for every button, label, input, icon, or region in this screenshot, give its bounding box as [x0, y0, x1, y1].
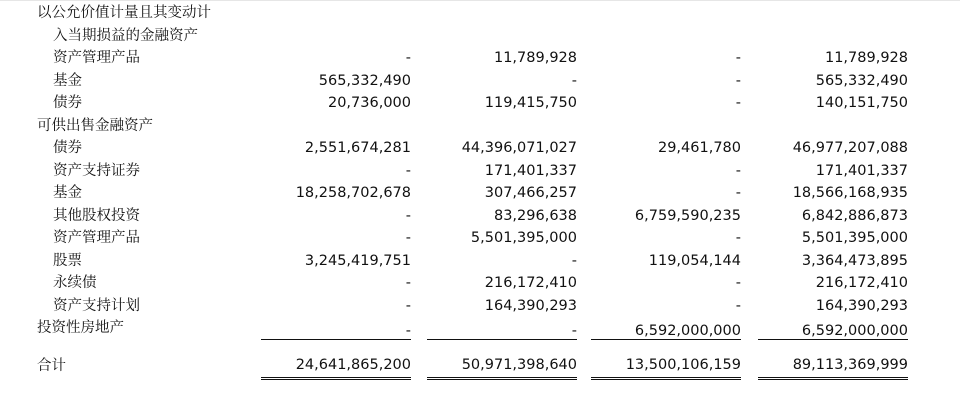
total-label: 合计	[37, 357, 66, 374]
cell-level1: -	[405, 207, 411, 224]
table-row	[0, 317, 960, 340]
cell-level2	[412, 2, 580, 25]
spacer-row	[0, 340, 960, 353]
cell-total: 46,977,207,088	[792, 140, 908, 156]
cell-total: 164,390,293	[815, 297, 908, 314]
cell-level2	[412, 115, 580, 138]
cell-level3: -	[735, 72, 741, 89]
cell-level3: -	[735, 185, 741, 201]
row-label: 股票	[53, 252, 82, 269]
cell-total	[750, 2, 960, 25]
cell-level1: -	[405, 275, 411, 291]
row-label: 资产支持证券	[53, 162, 140, 179]
cell-level3: -	[735, 95, 741, 111]
table-row	[0, 47, 960, 70]
table-row	[0, 2, 960, 25]
cell-level3: 29,461,780	[657, 140, 741, 156]
cell-total: 171,401,337	[815, 162, 908, 179]
total-level3: 13,500,106,159	[591, 353, 741, 380]
cell-level1: -	[405, 297, 411, 314]
row-label: 投资性房地产	[37, 320, 124, 336]
table-row	[0, 115, 960, 138]
table-row	[0, 160, 960, 183]
cell-total: 216,172,410	[815, 275, 908, 291]
cell-total: 11,789,928	[824, 50, 908, 66]
table-row	[0, 250, 960, 273]
cell-level1: 565,332,490	[318, 72, 411, 89]
cell-level2: 83,296,638	[493, 207, 577, 224]
row-label: 永续债	[53, 275, 97, 291]
cell-level2: -	[427, 320, 577, 340]
table-row	[0, 227, 960, 250]
cell-level2: 44,396,071,027	[461, 140, 577, 156]
row-label: 债券	[53, 95, 82, 111]
cell-level1: 3,245,419,751	[304, 252, 411, 269]
cell-level1: -	[261, 320, 411, 340]
total-row	[0, 353, 960, 380]
cell-level3: 6,592,000,000	[591, 320, 741, 340]
cell-level2: 307,466,257	[484, 185, 577, 201]
cell-level3: -	[735, 275, 741, 291]
table-row	[0, 295, 960, 318]
cell-level1	[230, 115, 412, 138]
cell-level2: 216,172,410	[484, 275, 577, 291]
cell-level1	[230, 25, 412, 48]
row-label: 可供出售金融资产	[37, 117, 153, 134]
cell-total: 3,364,473,895	[801, 252, 908, 269]
cell-total: 140,151,750	[815, 95, 908, 111]
row-label: 入当期损益的金融资产	[53, 27, 198, 44]
cell-level1: -	[405, 230, 411, 246]
cell-level1: 18,258,702,678	[295, 185, 411, 201]
row-label: 其他股权投资	[53, 207, 140, 224]
cell-level2: -	[571, 252, 577, 269]
cell-total: 18,566,168,935	[792, 185, 908, 201]
cell-level1: 2,551,674,281	[304, 140, 411, 156]
cell-level1: -	[405, 162, 411, 179]
row-label: 资产管理产品	[53, 230, 140, 246]
cell-level3	[580, 115, 750, 138]
table-row	[0, 92, 960, 115]
table-row	[0, 182, 960, 205]
cell-level2: -	[571, 72, 577, 89]
row-label: 基金	[53, 185, 82, 201]
cell-total: 5,501,395,000	[801, 230, 908, 246]
cell-level2: 5,501,395,000	[470, 230, 577, 246]
total-level2: 50,971,398,640	[427, 353, 577, 380]
cell-level1: 20,736,000	[327, 95, 411, 111]
total-level1: 24,641,865,200	[261, 353, 411, 380]
row-label: 以公允价值计量且其变动计	[37, 5, 211, 21]
cell-level3: 6,759,590,235	[634, 207, 741, 224]
cell-level3: -	[735, 297, 741, 314]
cell-level2: 171,401,337	[484, 162, 577, 179]
row-label: 基金	[53, 72, 82, 89]
cell-level2: 119,415,750	[484, 95, 577, 111]
cell-total: 6,592,000,000	[758, 320, 908, 340]
cell-level2	[412, 25, 580, 48]
fair-value-table	[0, 2, 960, 380]
table-row	[0, 25, 960, 48]
cell-total	[750, 25, 960, 48]
row-label: 债券	[53, 140, 82, 156]
cell-level1: -	[405, 50, 411, 66]
cell-level3	[580, 25, 750, 48]
table-row	[0, 70, 960, 93]
cell-level3	[580, 2, 750, 25]
table-row	[0, 137, 960, 160]
cell-total	[750, 115, 960, 138]
cell-total: 6,842,886,873	[801, 207, 908, 224]
cell-level3: -	[735, 50, 741, 66]
cell-level2: 11,789,928	[493, 50, 577, 66]
top-divider	[0, 0, 960, 1]
cell-level3: -	[735, 230, 741, 246]
cell-level1	[230, 2, 412, 25]
total-grand: 89,113,369,999	[758, 353, 908, 380]
row-label: 资产支持计划	[53, 297, 140, 314]
row-label: 资产管理产品	[53, 50, 140, 66]
cell-level3: -	[735, 162, 741, 179]
table-row	[0, 205, 960, 228]
cell-level3: 119,054,144	[648, 252, 741, 269]
cell-level2: 164,390,293	[484, 297, 577, 314]
cell-total: 565,332,490	[815, 72, 908, 89]
table-row	[0, 272, 960, 295]
